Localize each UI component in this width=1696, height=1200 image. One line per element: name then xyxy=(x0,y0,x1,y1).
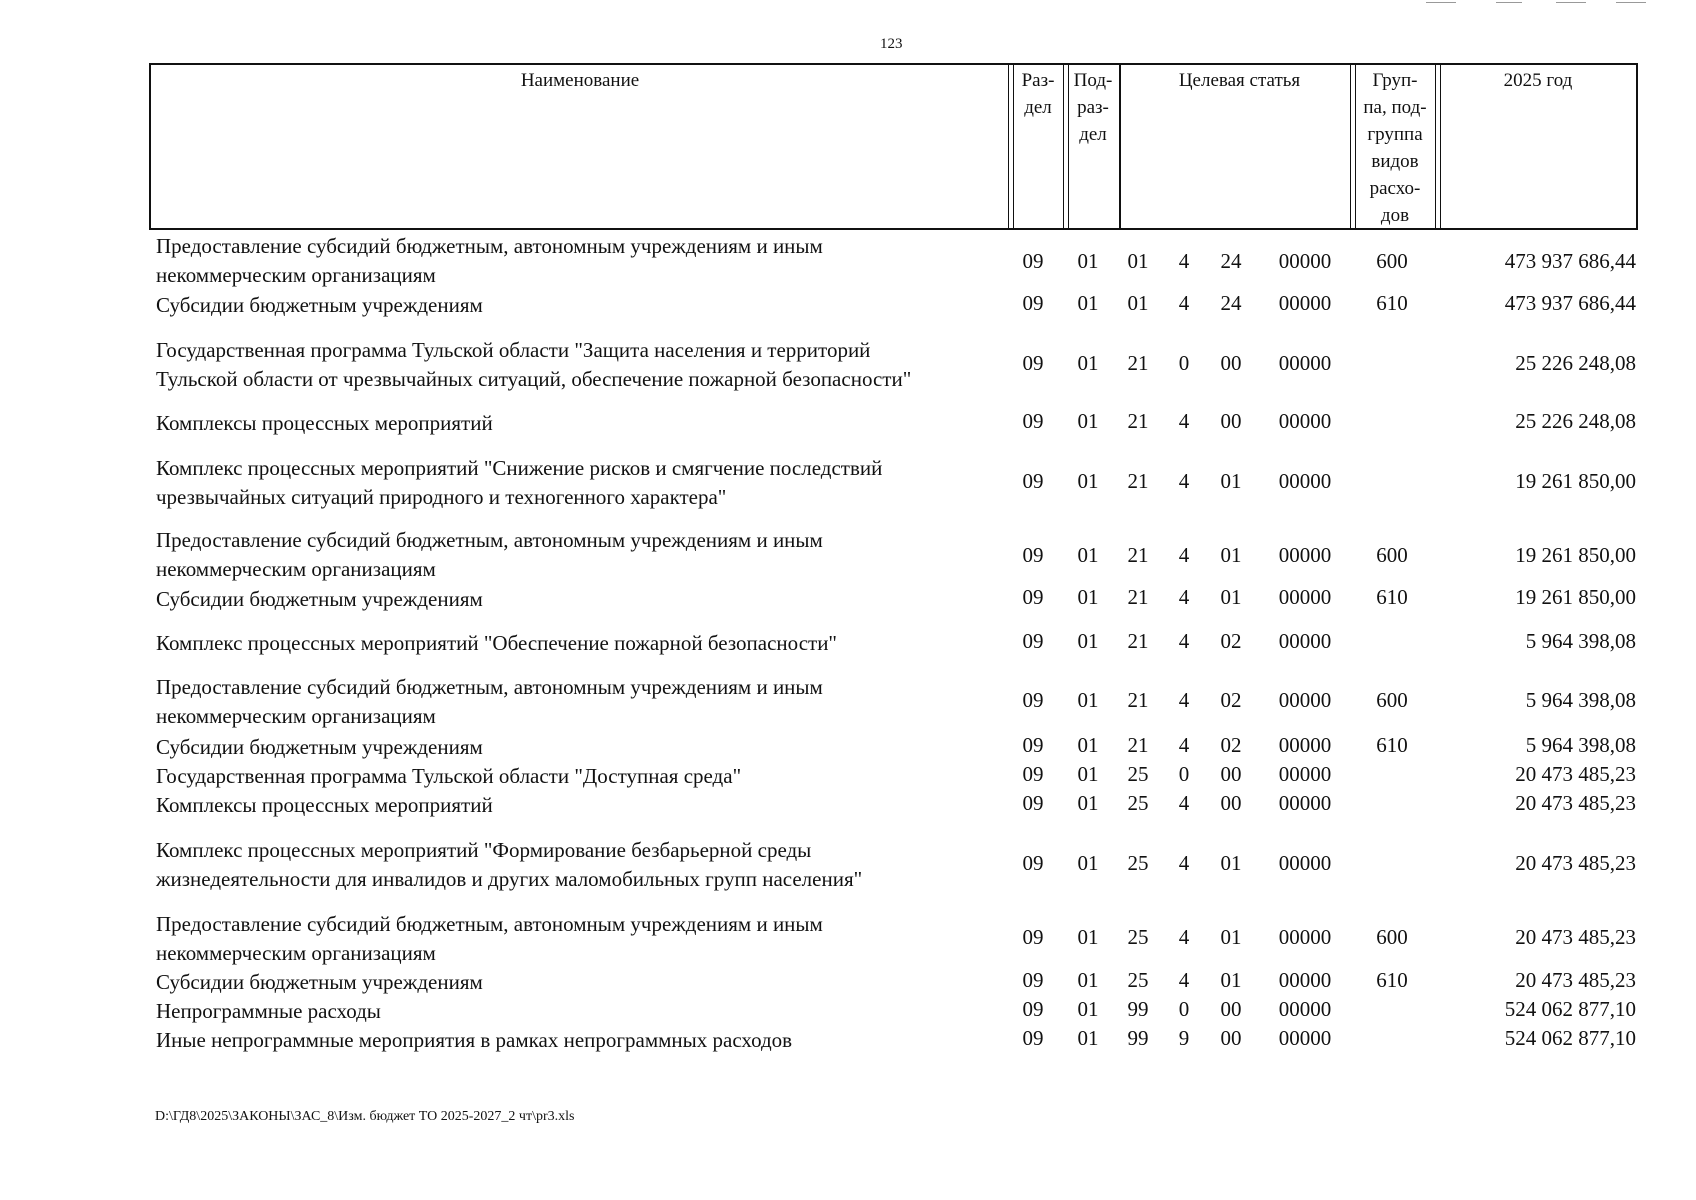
cell-target-direction: 00000 xyxy=(1278,733,1332,757)
header-razdel-line: дел xyxy=(1024,97,1052,118)
row-name xyxy=(156,910,1006,968)
table-row xyxy=(0,232,1696,290)
cell-razdel: 09 xyxy=(1022,291,1044,315)
cell-target-program: 21 xyxy=(1127,733,1149,757)
row-name xyxy=(156,997,1006,1026)
table-row xyxy=(0,791,1696,820)
cell-podrazdel: 01 xyxy=(1077,1026,1099,1050)
cell-razdel: 09 xyxy=(1022,629,1044,653)
cell-amount: 20 473 485,23 xyxy=(1515,925,1636,949)
row-name-line: жизнедеятельности для инвалидов и других маломобильных групп населения" xyxy=(156,867,863,891)
row-name-line: Тульской области от чрезвычайных ситуаций, обеспечение пожарной безопасности" xyxy=(156,367,912,391)
cell-target-program: 21 xyxy=(1127,469,1149,493)
row-name xyxy=(156,409,1006,438)
cell-target-type: 4 xyxy=(1178,249,1190,273)
header-razdel xyxy=(1013,65,1063,228)
row-name xyxy=(156,291,1006,320)
cell-podrazdel: 01 xyxy=(1077,688,1099,712)
header-year xyxy=(1440,65,1636,228)
cell-podrazdel: 01 xyxy=(1077,543,1099,567)
row-name-line: Государственная программа Тульской области "Доступная среда" xyxy=(156,764,742,788)
header-group xyxy=(1355,65,1435,228)
cell-target-program: 25 xyxy=(1127,791,1149,815)
cell-target-item: 01 xyxy=(1220,851,1242,875)
header-razdel-line: Раз- xyxy=(1021,70,1055,91)
cell-group: 610 xyxy=(1376,585,1408,609)
cell-target-type: 9 xyxy=(1178,1026,1190,1050)
row-name-line: Субсидии бюджетным учреждениям xyxy=(156,735,483,759)
table-row xyxy=(0,409,1696,438)
row-name xyxy=(156,629,1006,658)
cell-podrazdel: 01 xyxy=(1077,851,1099,875)
row-name-line: чрезвычайных ситуаций природного и техногенного характера" xyxy=(156,485,727,509)
row-name-line: Комплекс процессных мероприятий "Обеспечение пожарной безопасности" xyxy=(156,631,838,655)
cell-podrazdel: 01 xyxy=(1077,585,1099,609)
cell-target-direction: 00000 xyxy=(1278,851,1332,875)
table-row xyxy=(0,733,1696,762)
table-row xyxy=(0,526,1696,584)
cell-amount: 5 964 398,08 xyxy=(1525,733,1636,757)
cell-target-item: 02 xyxy=(1220,629,1242,653)
cell-podrazdel: 01 xyxy=(1077,469,1099,493)
row-name-line: Предоставление субсидий бюджетным, автономным учреждениям и иным xyxy=(156,528,823,552)
row-name-line: Субсидии бюджетным учреждениям xyxy=(156,293,483,317)
cell-target-item: 01 xyxy=(1220,585,1242,609)
scan-corner-marks xyxy=(1366,0,1696,6)
table-row xyxy=(0,997,1696,1026)
page-number: 123 xyxy=(880,36,903,52)
table-row xyxy=(0,291,1696,320)
row-name-line: Государственная программа Тульской области "Защита населения и территорий xyxy=(156,338,871,362)
header-year-label: 2025 год xyxy=(1503,70,1573,91)
cell-amount: 25 226 248,08 xyxy=(1515,351,1636,375)
cell-group: 610 xyxy=(1376,291,1408,315)
row-name xyxy=(156,673,1006,731)
cell-podrazdel: 01 xyxy=(1077,629,1099,653)
cell-target-type: 4 xyxy=(1178,733,1190,757)
cell-target-item: 00 xyxy=(1220,791,1242,815)
table-row xyxy=(0,762,1696,791)
cell-group: 600 xyxy=(1376,925,1408,949)
cell-target-program: 01 xyxy=(1127,249,1149,273)
row-name xyxy=(156,968,1006,997)
cell-target-item: 01 xyxy=(1220,925,1242,949)
cell-target-program: 21 xyxy=(1127,543,1149,567)
cell-podrazdel: 01 xyxy=(1077,291,1099,315)
header-podrazdel-line: раз- xyxy=(1077,97,1109,118)
cell-razdel: 09 xyxy=(1022,543,1044,567)
cell-target-item: 01 xyxy=(1220,543,1242,567)
row-name xyxy=(156,585,1006,614)
row-name-line: некоммерческим организациям xyxy=(156,557,436,581)
cell-amount: 20 473 485,23 xyxy=(1515,791,1636,815)
header-group-line: расхо- xyxy=(1369,178,1421,199)
cell-target-type: 4 xyxy=(1178,291,1190,315)
cell-target-item: 00 xyxy=(1220,1026,1242,1050)
cell-target-direction: 00000 xyxy=(1278,925,1332,949)
row-name-line: Непрограммные расходы xyxy=(156,999,381,1023)
cell-razdel: 09 xyxy=(1022,351,1044,375)
cell-razdel: 09 xyxy=(1022,997,1044,1021)
cell-target-item: 00 xyxy=(1220,351,1242,375)
cell-target-direction: 00000 xyxy=(1278,762,1332,786)
cell-amount: 19 261 850,00 xyxy=(1515,469,1636,493)
cell-amount: 20 473 485,23 xyxy=(1515,762,1636,786)
cell-target-type: 4 xyxy=(1178,409,1190,433)
header-podrazdel xyxy=(1068,65,1118,228)
row-name-line: некоммерческим организациям xyxy=(156,704,436,728)
header-group-line: Груп- xyxy=(1372,70,1418,91)
row-name xyxy=(156,1026,1006,1055)
row-name-line: некоммерческим организациям xyxy=(156,941,436,965)
cell-razdel: 09 xyxy=(1022,469,1044,493)
table-row xyxy=(0,629,1696,658)
cell-group: 610 xyxy=(1376,968,1408,992)
header-group-line: дов xyxy=(1380,205,1410,226)
row-name-line: Предоставление субсидий бюджетным, автономным учреждениям и иным xyxy=(156,912,823,936)
cell-group: 600 xyxy=(1376,688,1408,712)
cell-amount: 19 261 850,00 xyxy=(1515,543,1636,567)
row-name-line: Предоставление субсидий бюджетным, автономным учреждениям и иным xyxy=(156,675,823,699)
cell-target-direction: 00000 xyxy=(1278,291,1332,315)
cell-target-program: 25 xyxy=(1127,851,1149,875)
cell-target-type: 0 xyxy=(1178,351,1190,375)
cell-razdel: 09 xyxy=(1022,925,1044,949)
cell-target-program: 99 xyxy=(1127,1026,1149,1050)
cell-target-program: 99 xyxy=(1127,997,1149,1021)
row-name xyxy=(156,733,1006,762)
row-name xyxy=(156,232,1006,290)
row-name-line: некоммерческим организациям xyxy=(156,263,436,287)
cell-razdel: 09 xyxy=(1022,409,1044,433)
row-name xyxy=(156,526,1006,584)
row-name-line: Комплексы процессных мероприятий xyxy=(156,793,493,817)
cell-target-direction: 00000 xyxy=(1278,688,1332,712)
cell-podrazdel: 01 xyxy=(1077,997,1099,1021)
cell-target-type: 4 xyxy=(1178,925,1190,949)
cell-target-item: 01 xyxy=(1220,968,1242,992)
cell-target-type: 4 xyxy=(1178,968,1190,992)
cell-podrazdel: 01 xyxy=(1077,733,1099,757)
cell-target-direction: 00000 xyxy=(1278,543,1332,567)
header-name xyxy=(151,65,1009,228)
cell-razdel: 09 xyxy=(1022,249,1044,273)
row-name-line: Иные непрограммные мероприятия в рамках непрограммных расходов xyxy=(156,1028,793,1052)
header-target-label: Целевая статья xyxy=(1178,70,1301,91)
cell-target-direction: 00000 xyxy=(1278,469,1332,493)
row-name xyxy=(156,791,1006,820)
row-name-line: Комплекс процессных мероприятий "Формирование безбарьерной среды xyxy=(156,838,812,862)
table-row xyxy=(0,968,1696,997)
cell-target-direction: 00000 xyxy=(1278,249,1332,273)
cell-razdel: 09 xyxy=(1022,688,1044,712)
cell-target-item: 00 xyxy=(1220,997,1242,1021)
cell-amount: 19 261 850,00 xyxy=(1515,585,1636,609)
header-target xyxy=(1121,65,1358,228)
footer-file-path: D:\ГД8\2025\ЗАКОНЫ\ЗАС_8\Изм. бюджет ТО 2025-2027_2 чт\pr3.xls xyxy=(155,1109,575,1124)
cell-razdel: 09 xyxy=(1022,762,1044,786)
cell-amount: 20 473 485,23 xyxy=(1515,851,1636,875)
cell-amount: 25 226 248,08 xyxy=(1515,409,1636,433)
row-name xyxy=(156,762,1006,791)
cell-razdel: 09 xyxy=(1022,585,1044,609)
row-name-line: Субсидии бюджетным учреждениям xyxy=(156,587,483,611)
cell-razdel: 09 xyxy=(1022,1026,1044,1050)
cell-target-program: 25 xyxy=(1127,925,1149,949)
header-group-line: группа xyxy=(1367,124,1423,145)
cell-podrazdel: 01 xyxy=(1077,409,1099,433)
row-name xyxy=(156,836,1006,894)
table-row xyxy=(0,336,1696,394)
cell-target-type: 4 xyxy=(1178,688,1190,712)
cell-amount: 5 964 398,08 xyxy=(1525,629,1636,653)
table-row xyxy=(0,836,1696,894)
table-row xyxy=(0,910,1696,968)
table-header xyxy=(149,63,1638,230)
cell-target-type: 4 xyxy=(1178,585,1190,609)
cell-podrazdel: 01 xyxy=(1077,351,1099,375)
cell-target-item: 01 xyxy=(1220,469,1242,493)
cell-target-item: 00 xyxy=(1220,762,1242,786)
header-podrazdel-line: дел xyxy=(1079,124,1107,145)
row-name-line: Комплекс процессных мероприятий "Снижение рисков и смягчение последствий xyxy=(156,456,883,480)
cell-target-type: 4 xyxy=(1178,629,1190,653)
cell-target-program: 01 xyxy=(1127,291,1149,315)
cell-amount: 473 937 686,44 xyxy=(1504,249,1636,273)
cell-target-program: 25 xyxy=(1127,762,1149,786)
cell-podrazdel: 01 xyxy=(1077,968,1099,992)
cell-razdel: 09 xyxy=(1022,968,1044,992)
cell-target-direction: 00000 xyxy=(1278,997,1332,1021)
cell-podrazdel: 01 xyxy=(1077,249,1099,273)
cell-group: 600 xyxy=(1376,543,1408,567)
cell-target-program: 21 xyxy=(1127,409,1149,433)
row-name-line: Субсидии бюджетным учреждениям xyxy=(156,970,483,994)
cell-target-program: 21 xyxy=(1127,351,1149,375)
header-group-line: па, под- xyxy=(1363,97,1427,118)
cell-target-direction: 00000 xyxy=(1278,409,1332,433)
header-podrazdel-line: Под- xyxy=(1073,70,1113,91)
cell-target-program: 21 xyxy=(1127,585,1149,609)
header-group-line: видов xyxy=(1371,151,1419,172)
cell-target-type: 4 xyxy=(1178,543,1190,567)
cell-amount: 20 473 485,23 xyxy=(1515,968,1636,992)
cell-razdel: 09 xyxy=(1022,733,1044,757)
cell-target-item: 00 xyxy=(1220,409,1242,433)
cell-target-type: 0 xyxy=(1178,762,1190,786)
cell-amount: 473 937 686,44 xyxy=(1504,291,1636,315)
cell-podrazdel: 01 xyxy=(1077,791,1099,815)
cell-target-direction: 00000 xyxy=(1278,585,1332,609)
row-name-line: Предоставление субсидий бюджетным, автономным учреждениям и иным xyxy=(156,234,823,258)
cell-amount: 524 062 877,10 xyxy=(1504,997,1636,1021)
cell-group: 610 xyxy=(1376,733,1408,757)
cell-amount: 524 062 877,10 xyxy=(1504,1026,1636,1050)
cell-target-program: 25 xyxy=(1127,968,1149,992)
cell-target-type: 4 xyxy=(1178,851,1190,875)
cell-target-item: 02 xyxy=(1220,733,1242,757)
cell-target-direction: 00000 xyxy=(1278,791,1332,815)
table-row xyxy=(0,585,1696,614)
header-name-label: Наименование xyxy=(520,70,640,91)
row-name xyxy=(156,336,1006,394)
cell-target-type: 4 xyxy=(1178,469,1190,493)
cell-target-program: 21 xyxy=(1127,629,1149,653)
row-name-line: Комплексы процессных мероприятий xyxy=(156,411,493,435)
cell-target-direction: 00000 xyxy=(1278,1026,1332,1050)
cell-target-type: 0 xyxy=(1178,997,1190,1021)
table-row xyxy=(0,673,1696,731)
cell-target-item: 24 xyxy=(1220,249,1242,273)
cell-podrazdel: 01 xyxy=(1077,762,1099,786)
cell-target-item: 02 xyxy=(1220,688,1242,712)
cell-target-direction: 00000 xyxy=(1278,629,1332,653)
cell-razdel: 09 xyxy=(1022,791,1044,815)
cell-target-type: 4 xyxy=(1178,791,1190,815)
row-name xyxy=(156,454,1006,512)
table-row xyxy=(0,454,1696,512)
cell-target-direction: 00000 xyxy=(1278,351,1332,375)
cell-amount: 5 964 398,08 xyxy=(1525,688,1636,712)
cell-target-direction: 00000 xyxy=(1278,968,1332,992)
cell-razdel: 09 xyxy=(1022,851,1044,875)
cell-group: 600 xyxy=(1376,249,1408,273)
cell-target-program: 21 xyxy=(1127,688,1149,712)
cell-podrazdel: 01 xyxy=(1077,925,1099,949)
cell-target-item: 24 xyxy=(1220,291,1242,315)
table-row xyxy=(0,1026,1696,1055)
